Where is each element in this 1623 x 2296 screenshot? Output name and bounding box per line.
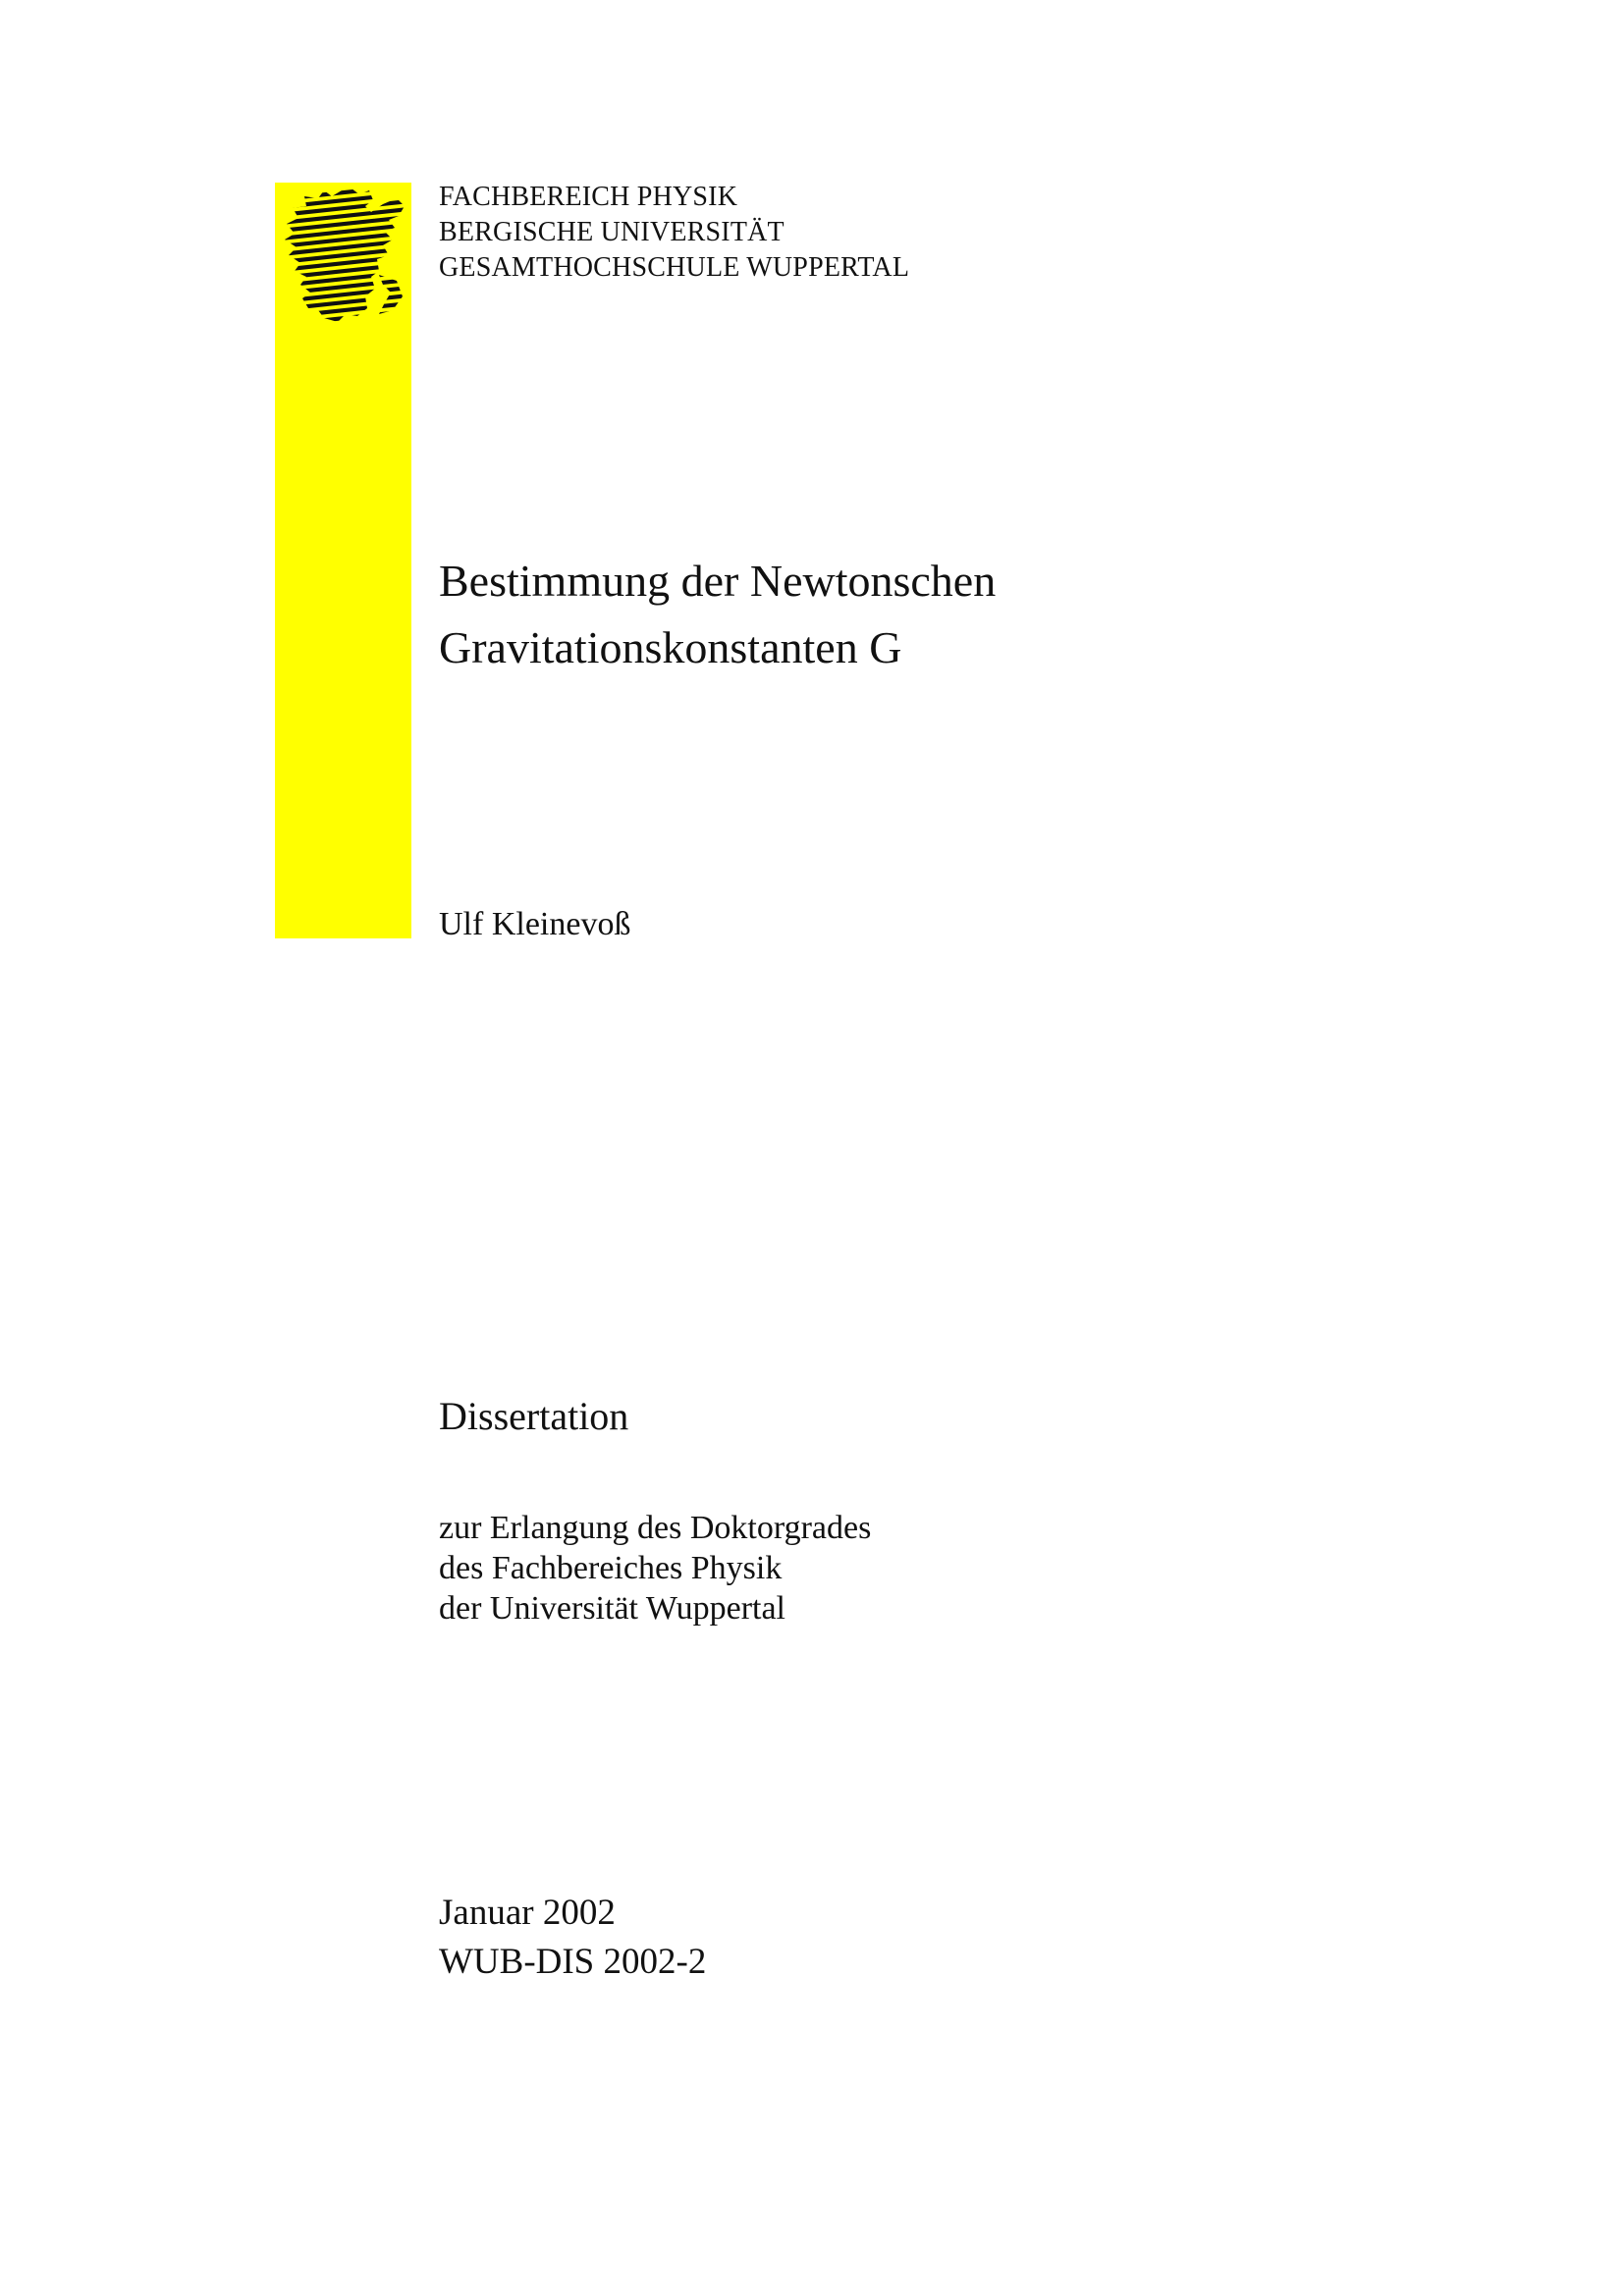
title-line-2: Gravitationskonstanten G — [439, 622, 902, 672]
institution-school: GESAMTHOCHSCHULE WUPPERTAL — [439, 252, 910, 283]
report-number: WUB-DIS 2002-2 — [439, 1942, 707, 1982]
institution-university: BERGISCHE UNIVERSITÄT — [439, 217, 784, 247]
document-title — [439, 548, 996, 681]
document-type: Dissertation — [439, 1394, 629, 1438]
institution-department: FACHBEREICH PHYSIK — [439, 182, 738, 212]
author-name: Ulf Kleinevoß — [439, 906, 631, 942]
degree-purpose — [439, 1508, 871, 1629]
purpose-line-3: der Universität Wuppertal — [439, 1590, 785, 1627]
title-line-1: Bestimmung der Newtonschen — [439, 556, 997, 606]
purpose-line-2: des Fachbereiches Physik — [439, 1550, 783, 1586]
publication-info — [439, 1889, 706, 1987]
institution-block — [439, 180, 909, 286]
purpose-line-1: zur Erlangung des Doktorgrades — [439, 1510, 872, 1546]
publication-date: Januar 2002 — [439, 1893, 616, 1933]
lion-icon — [281, 187, 408, 334]
